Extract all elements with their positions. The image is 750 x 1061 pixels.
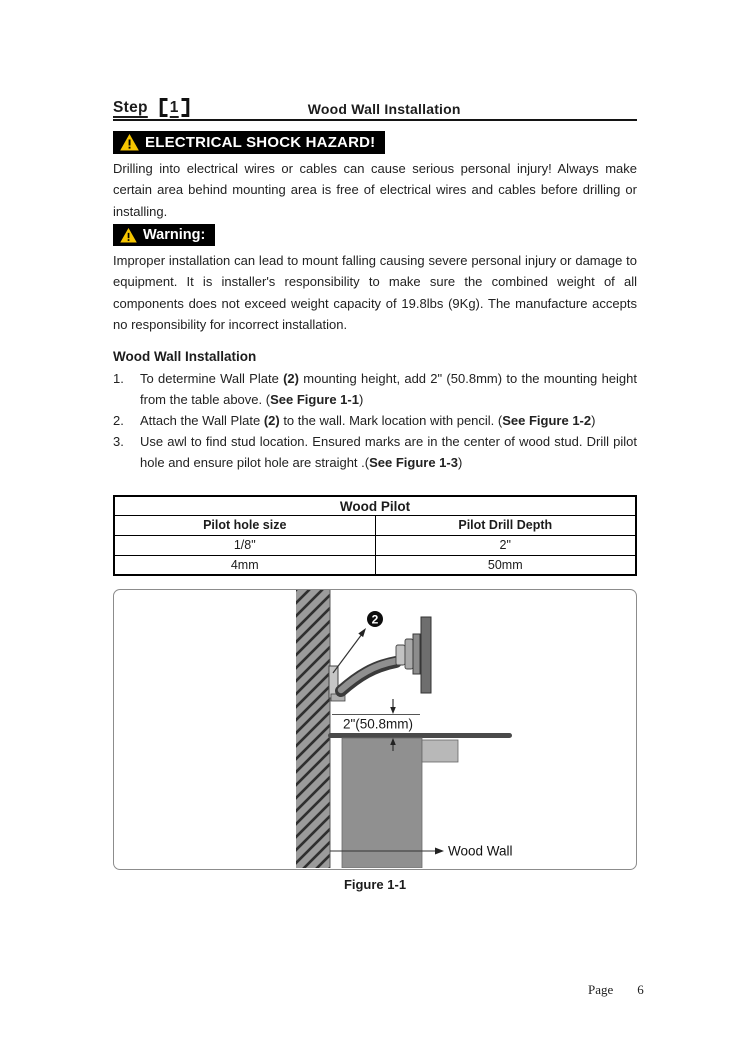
table-row [114,555,636,575]
warning-banner [113,224,215,246]
table-cell: 1/8" [114,535,375,555]
doc-header [113,99,637,121]
warning-triangle-icon [120,228,137,243]
step-number-label: 3. [113,433,124,449]
callout-leader-line [333,634,362,673]
step-item-1 [113,369,637,411]
dimension-arrowhead-down [390,707,396,714]
step-number-label: 2. [113,412,124,428]
table-row [114,535,636,555]
step-text: Attach the Wall Plate (2) to the wall. Mark location with pencil. (See Figure 1-2) [140,412,596,428]
table-title: Wood Pilot [114,496,636,515]
manual-page [113,0,637,892]
table-title-row [114,496,636,515]
table-cell: 4mm [114,555,375,575]
page-footer [588,982,644,998]
figure-diagram [114,590,635,868]
page-label: Page [588,982,614,997]
section-heading: Wood Wall Installation [113,349,257,365]
tilt-head [405,639,413,669]
hazard-text: Drilling into electrical wires or cables can cause serious personal injury! Always make certain area behind mounting area is free of electrical wires and cables before drilling or installing. [113,161,637,219]
hazard-title: ELECTRICAL SHOCK HAZARD! [145,134,376,151]
figure-box [113,589,637,870]
step-heading [113,98,191,117]
callout-number: 2 [371,612,379,627]
step-number-label: 1. [113,371,124,387]
desk-top [328,733,512,738]
lenticular-bracket-right-icon [180,98,191,117]
step-text: Use awl to find stud location. Ensured marks are in the center of wood stud. Drill pilot hole and ensure pilot hole are straight .(See Figure 1-3) [140,433,637,470]
install-steps-list [113,369,637,473]
table-cell: 2" [375,535,636,555]
table-header-row [114,515,636,535]
step-text: To determine Wall Plate (2) mounting height, add 2" (50.8mm) to the mounting height from the table above. (See Figure 1-1) [140,371,637,408]
column-header-pilot-hole-size: Pilot hole size [114,515,375,535]
step-number: 1 [169,98,179,116]
wood-wall-label: Wood Wall [448,843,513,859]
monitor [421,617,431,693]
desk-cabinet [342,738,422,868]
wood-wall-arrowhead [435,848,444,855]
wood-pilot-table [113,495,637,576]
hazard-banner [113,131,385,154]
wood-wall-hatch [296,590,330,868]
column-header-pilot-drill-depth: Pilot Drill Depth [375,515,636,535]
callout-arrowhead [358,628,366,637]
desk-drawer [422,740,458,762]
tilt-joint [396,645,405,665]
step-item-3 [113,432,637,474]
page-number: 6 [637,982,644,997]
dimension-label: 2"(50.8mm) [342,716,414,732]
figure-caption: Figure 1-1 [343,877,407,893]
table-cell: 50mm [375,555,636,575]
vesa-plate [413,634,420,674]
warning-title: Warning: [143,227,206,244]
step-label: Step [113,98,148,116]
step-item-2 [113,411,637,432]
warning-text: Improper installation can lead to mount falling causing severe personal injury or damage to equipment. It is installer's responsibility to make sure the combined weight of all components does not exceed weight capacity of 19.8lbs (9Kg). The manufacture accepts no responsibility for incorrect installation. [113,252,637,332]
page-title: Wood Wall Installation [307,101,461,117]
lenticular-bracket-left-icon [158,98,169,117]
warning-triangle-icon [120,134,139,151]
